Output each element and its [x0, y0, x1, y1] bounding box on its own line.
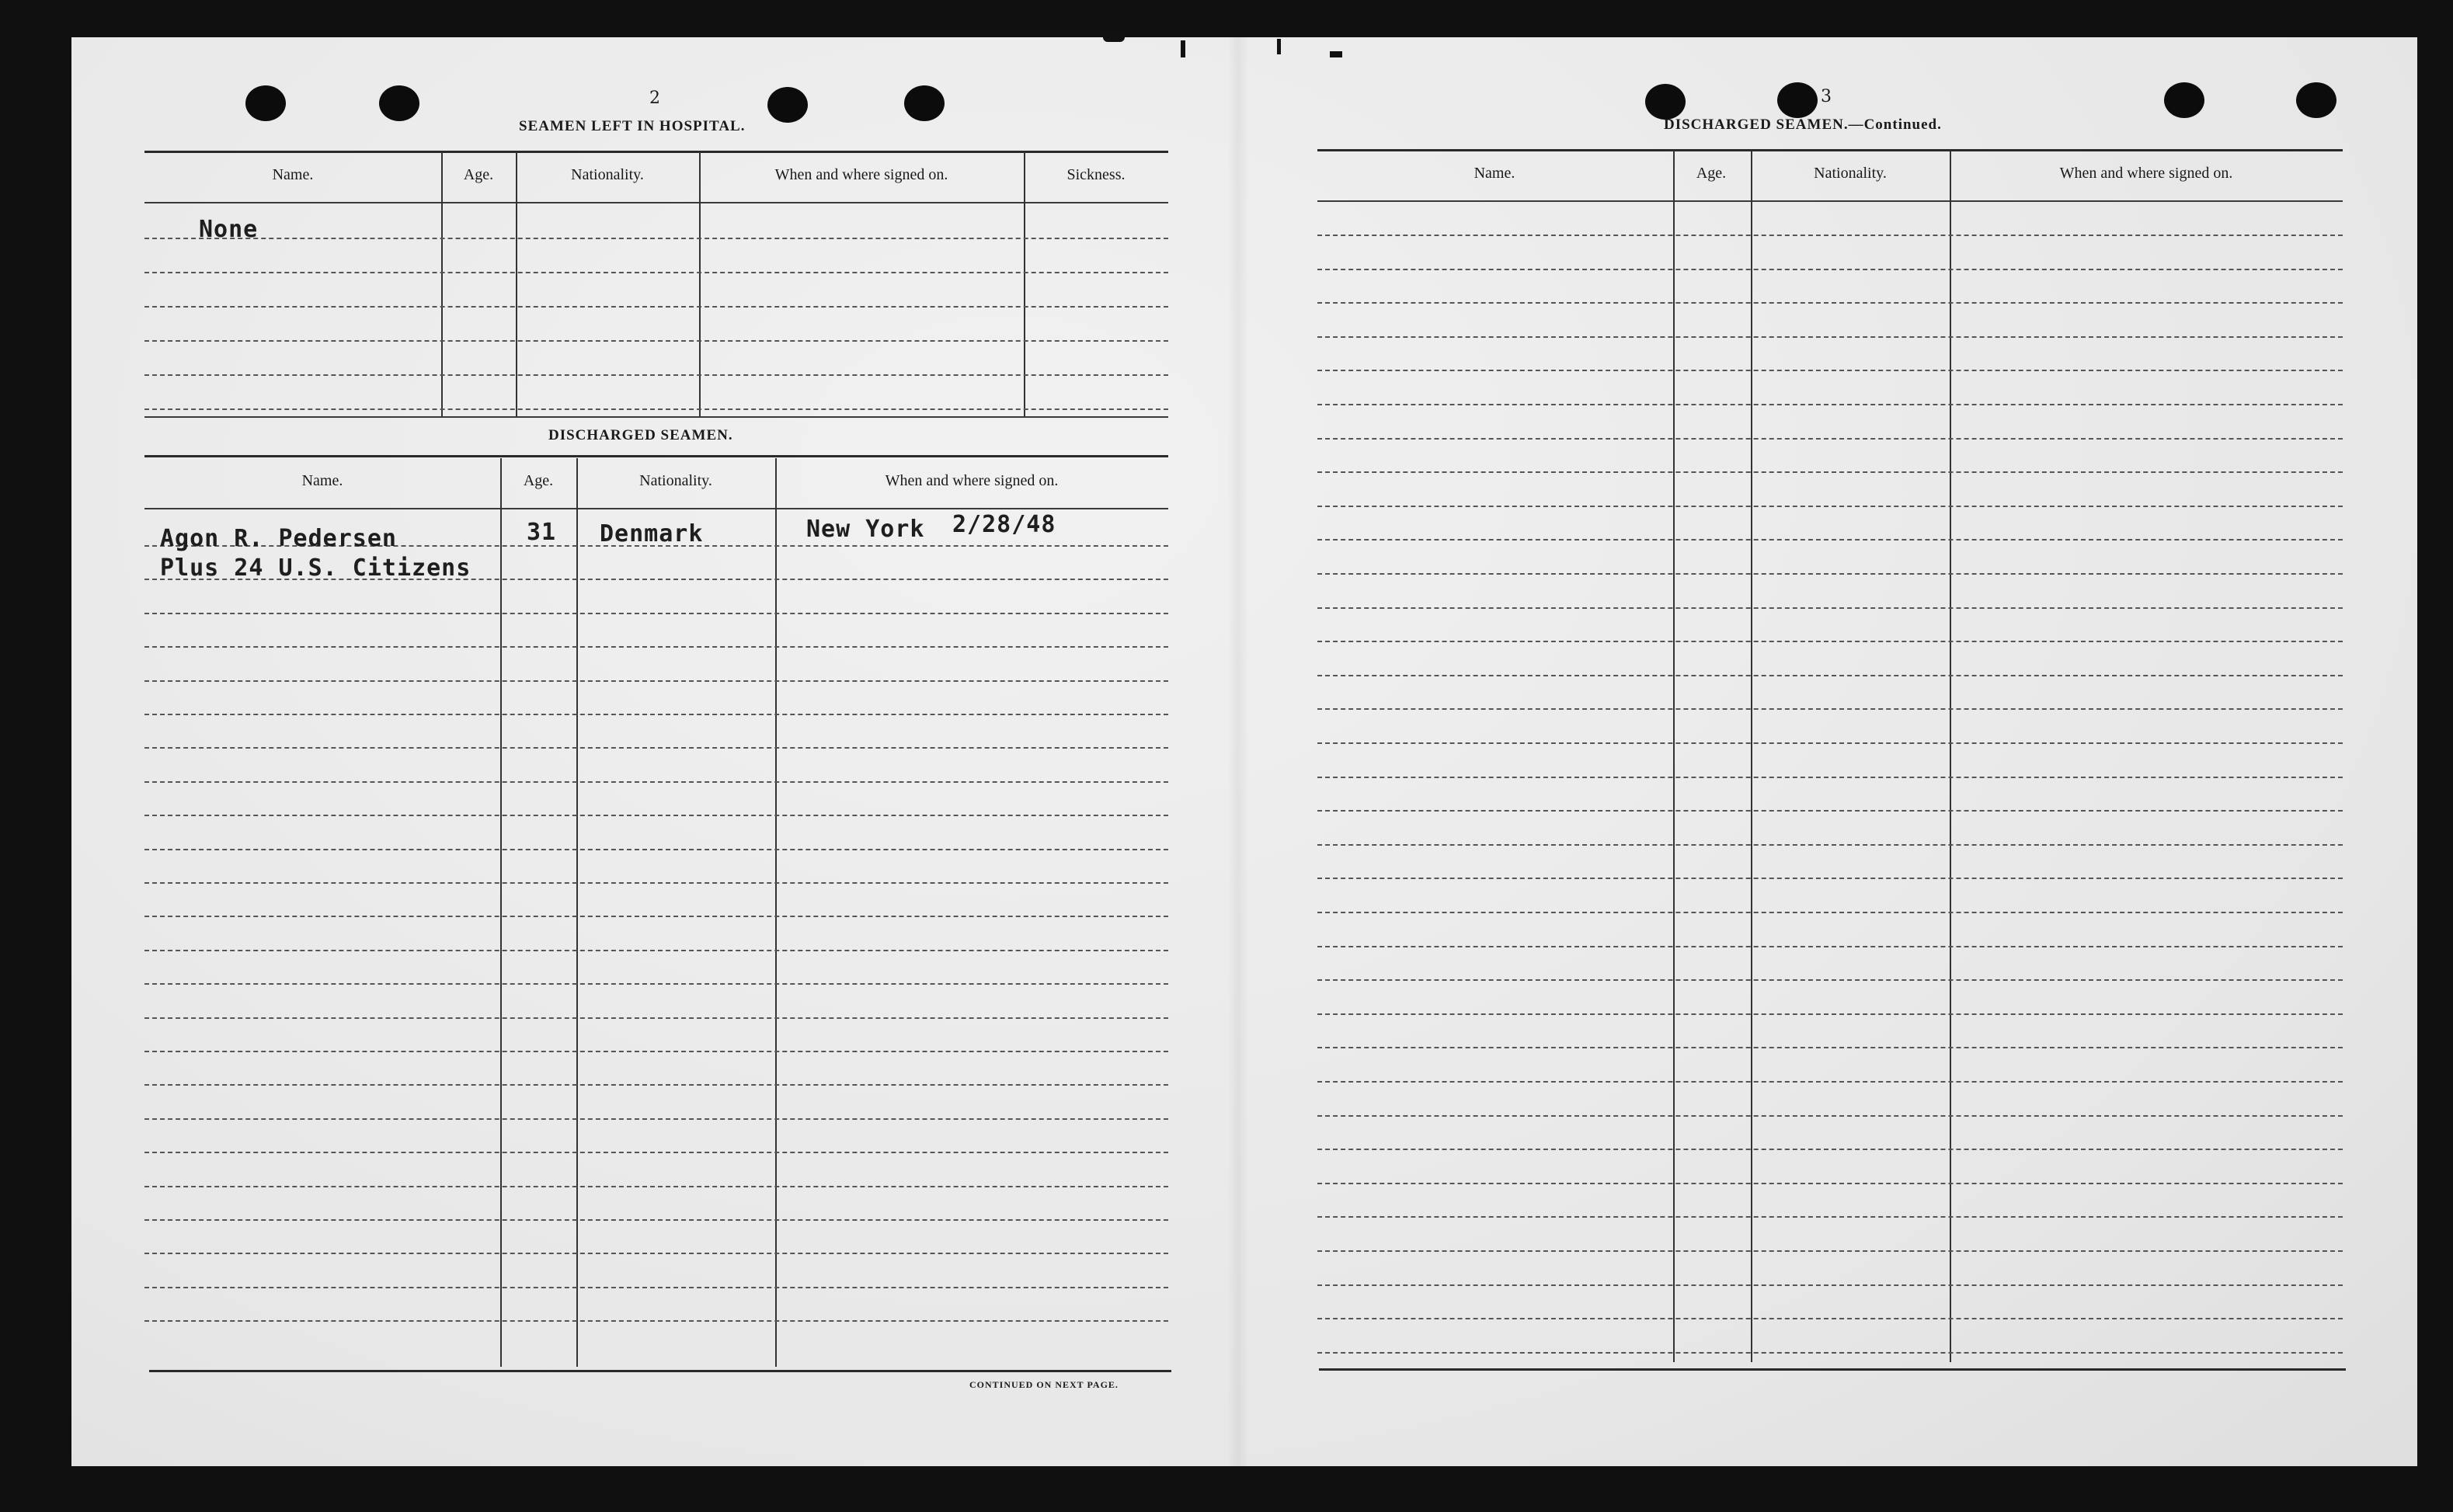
entry-line [144, 950, 1168, 951]
entry-line [144, 983, 1168, 985]
column-divider [441, 152, 443, 416]
column-header-signed-on: When and where signed on. [774, 166, 948, 183]
column-divider [1950, 151, 1951, 1362]
entry-line [1317, 1047, 2343, 1048]
entry-line [144, 340, 1168, 342]
column-divider [775, 458, 777, 1367]
entry-line [1317, 1149, 2343, 1150]
entry-line [144, 916, 1168, 917]
entry-line [144, 272, 1168, 273]
entry-line [1317, 269, 2343, 270]
column-header-name: Name. [1474, 165, 1515, 182]
entry-line [1317, 1081, 2343, 1083]
entry-line [1317, 1318, 2343, 1319]
column-header-signed-on: When and where signed on. [2059, 165, 2233, 182]
entry-line [144, 815, 1168, 816]
entry-line [1317, 1216, 2343, 1218]
entry-line [144, 1219, 1168, 1221]
column-divider [516, 152, 517, 416]
punch-hole [2164, 82, 2204, 118]
punch-hole [904, 85, 945, 121]
entry-line [1317, 946, 2343, 947]
column-header-nationality: Nationality. [1814, 165, 1887, 182]
entry-line [1317, 1013, 2343, 1015]
entry-line [1317, 404, 2343, 405]
hospital-entry: None [199, 216, 259, 243]
table-rule [1319, 1368, 2346, 1371]
entry-line [1317, 1284, 2343, 1286]
entry-line [144, 680, 1168, 682]
column-divider [1673, 151, 1675, 1362]
entry-line [144, 714, 1168, 715]
entry-line [1317, 777, 2343, 778]
column-header-nationality: Nationality. [571, 166, 644, 183]
hospital-section-title: SEAMEN LEFT IN HOSPITAL. [519, 118, 746, 134]
punch-hole [379, 85, 419, 121]
scan-speck [1103, 31, 1125, 42]
column-divider [1751, 151, 1752, 1362]
column-header-age: Age. [463, 166, 494, 183]
column-divider [576, 458, 578, 1367]
entry-line [1317, 641, 2343, 642]
column-divider [500, 458, 502, 1367]
entry-line [144, 1253, 1168, 1254]
entry-line [144, 781, 1168, 783]
entry-line [1317, 539, 2343, 540]
entry-line [1317, 810, 2343, 812]
column-header-age: Age. [523, 472, 554, 489]
entry-line [144, 1320, 1168, 1322]
entry-line [144, 1017, 1168, 1019]
seaman-name: Plus 24 U.S. Citizens [160, 554, 471, 582]
page-number: 3 [1821, 87, 1832, 106]
entry-line [144, 1084, 1168, 1086]
entry-line [144, 1152, 1168, 1153]
seaman-name: Agon R. Pedersen [160, 525, 397, 552]
entry-line [144, 747, 1168, 749]
entry-line [1317, 1250, 2343, 1252]
table-rule [1317, 200, 2343, 202]
entry-line [1317, 607, 2343, 609]
entry-line [144, 1051, 1168, 1052]
entry-line [144, 1287, 1168, 1288]
page-fold [1227, 37, 1249, 1466]
table-rule [144, 202, 1168, 203]
column-header-nationality: Nationality. [639, 472, 712, 489]
entry-line [1317, 1115, 2343, 1117]
entry-line [1317, 573, 2343, 575]
signed-on-place: New York [806, 516, 925, 543]
entry-line [1317, 878, 2343, 879]
table-rule [144, 508, 1168, 509]
entry-line [144, 374, 1168, 376]
entry-line [1317, 979, 2343, 981]
column-header-age: Age. [1696, 165, 1727, 182]
entry-line [1317, 912, 2343, 913]
entry-line [1317, 742, 2343, 744]
entry-line [144, 1118, 1168, 1120]
entry-line [1317, 506, 2343, 507]
punch-hole [2296, 82, 2336, 118]
punch-hole [1777, 82, 1818, 118]
seaman-nationality: Denmark [600, 520, 704, 547]
entry-line [144, 408, 1168, 410]
seaman-age: 31 [527, 519, 557, 546]
column-header-sickness: Sickness. [1066, 166, 1126, 183]
entry-line [1317, 235, 2343, 236]
entry-line [144, 849, 1168, 850]
column-divider [699, 152, 701, 416]
entry-line [1317, 471, 2343, 473]
column-header-signed-on: When and where signed on. [885, 472, 1059, 489]
entry-line [144, 882, 1168, 884]
table-rule [144, 455, 1168, 457]
entry-line [1317, 1183, 2343, 1184]
entry-line [1317, 336, 2343, 338]
entry-line [144, 238, 1168, 239]
entry-line [1317, 370, 2343, 371]
punch-hole [767, 87, 808, 123]
table-rule [144, 416, 1168, 418]
scan-speck [1181, 40, 1185, 57]
entry-line [1317, 438, 2343, 440]
entry-line [1317, 302, 2343, 304]
entry-line [144, 1186, 1168, 1187]
table-rule [149, 1370, 1171, 1372]
entry-line [1317, 1352, 2343, 1354]
column-divider [1024, 152, 1025, 416]
scan-speck [1330, 51, 1342, 57]
continued-note: CONTINUED ON NEXT PAGE. [969, 1379, 1119, 1390]
punch-hole [245, 85, 286, 121]
scan-speck [1277, 39, 1281, 54]
table-rule [144, 151, 1168, 153]
entry-line [144, 306, 1168, 308]
entry-line [144, 613, 1168, 614]
table-rule [1317, 149, 2343, 151]
entry-line [1317, 844, 2343, 846]
entry-line [1317, 708, 2343, 710]
column-header-name: Name. [272, 166, 314, 183]
entry-line [144, 646, 1168, 648]
discharged-section-title: DISCHARGED SEAMEN. [548, 427, 733, 443]
page-number: 2 [649, 89, 660, 108]
signed-on-date: 2/28/48 [952, 511, 1056, 538]
punch-hole [1645, 84, 1686, 120]
discharged-continued-title: DISCHARGED SEAMEN.—Continued. [1664, 116, 1942, 133]
entry-line [1317, 675, 2343, 676]
column-header-name: Name. [301, 472, 343, 489]
